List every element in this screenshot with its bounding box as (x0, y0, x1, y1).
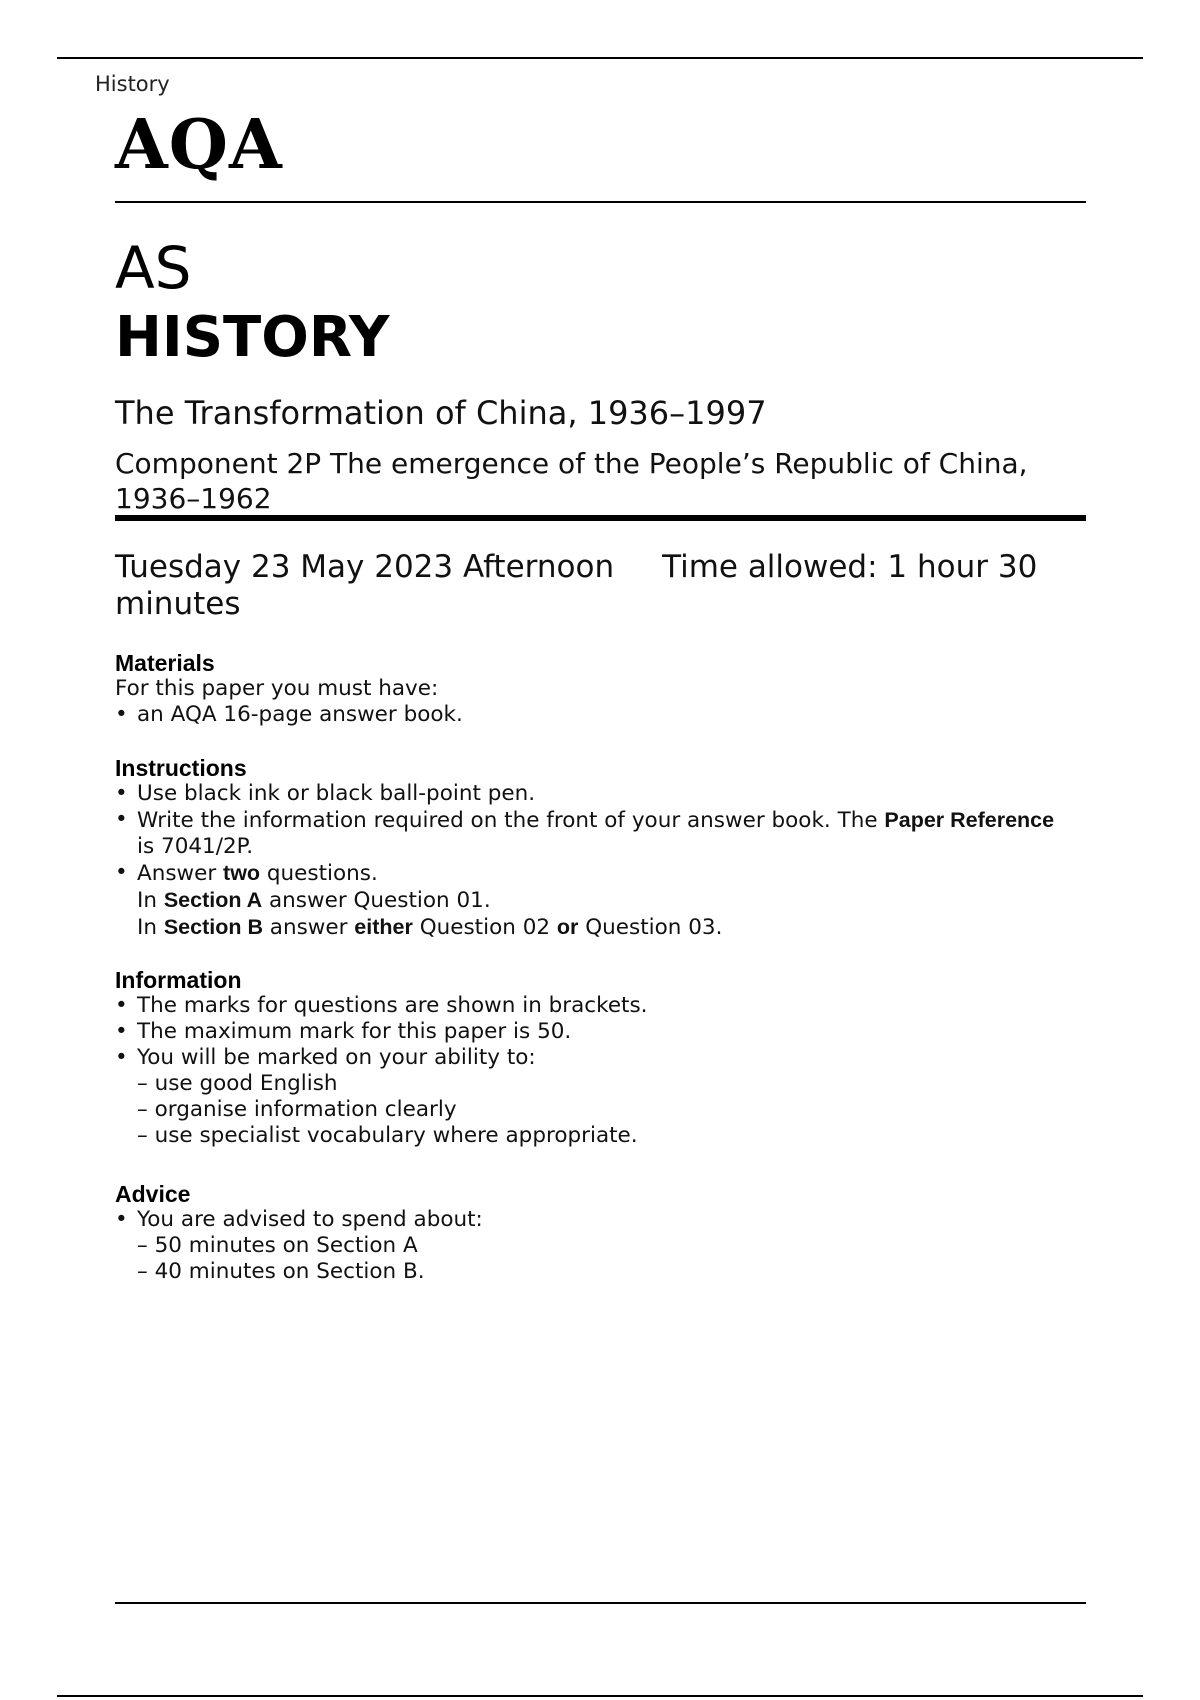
time-allowed: Time allowed: 1 hour 30 minutes (115, 549, 1038, 622)
top-border-rule (57, 57, 1143, 59)
footer-divider (115, 1602, 1086, 1604)
bullet-icon: • (115, 1019, 128, 1044)
logo-divider (115, 201, 1086, 203)
title-divider (115, 515, 1086, 521)
sub-list-item: – use specialist vocabulary where appropriate. (137, 1123, 638, 1148)
header-subject-tag: History (95, 72, 170, 96)
list-item: • Use black ink or black ball-point pen. (115, 781, 536, 806)
subject-title: HISTORY (115, 305, 390, 370)
sub-list-item: – 50 minutes on Section A (137, 1233, 418, 1258)
instructions-heading: Instructions (115, 755, 247, 781)
section-b-line: In Section B answer either Question 02 or Question 03. (137, 915, 723, 940)
materials-intro: For this paper you must have: (115, 676, 439, 701)
list-item: • an AQA 16-page answer book. (115, 702, 463, 727)
bullet-icon: • (115, 1207, 128, 1232)
information-heading: Information (115, 967, 242, 993)
sub-list-item: – organise information clearly (137, 1097, 457, 1122)
list-item: • Write the information required on the front of your answer book. The Paper Reference is 7041/2P. (115, 807, 1055, 859)
instructions-section (115, 755, 1055, 941)
sub-list-item: – use good English (137, 1071, 338, 1096)
list-item: • The marks for questions are shown in brackets. (115, 993, 648, 1018)
bullet-icon: • (115, 781, 128, 806)
aqa-logo: AQA (115, 105, 283, 185)
list-item: • You are advised to spend about: (115, 1207, 483, 1232)
advice-heading: Advice (115, 1181, 191, 1207)
bullet-icon: • (115, 1045, 128, 1070)
section-a-line: In Section A answer Question 01. (137, 888, 491, 913)
bullet-icon: • (115, 860, 128, 885)
bottom-border-rule (57, 1695, 1143, 1697)
exam-date: Tuesday 23 May 2023 Afternoon (115, 549, 615, 585)
component-title: Component 2P The emergence of the People’s Republic of China, 1936–1962 (115, 447, 1028, 515)
exam-date-line (115, 549, 1075, 623)
list-item: • You will be marked on your ability to: (115, 1045, 536, 1070)
bullet-icon: • (115, 702, 128, 727)
list-item: • The maximum mark for this paper is 50. (115, 1019, 572, 1044)
materials-section (115, 650, 1055, 728)
bullet-icon: • (115, 993, 128, 1018)
list-item: • Answer two questions. (115, 860, 378, 886)
advice-section (115, 1181, 1055, 1285)
bullet-icon: • (115, 807, 128, 832)
sub-list-item: – 40 minutes on Section B. (137, 1259, 425, 1284)
paper-title: The Transformation of China, 1936–1997 (115, 394, 767, 432)
qualification-level: AS (115, 234, 192, 302)
information-section (115, 967, 1055, 1149)
materials-heading: Materials (115, 650, 215, 676)
